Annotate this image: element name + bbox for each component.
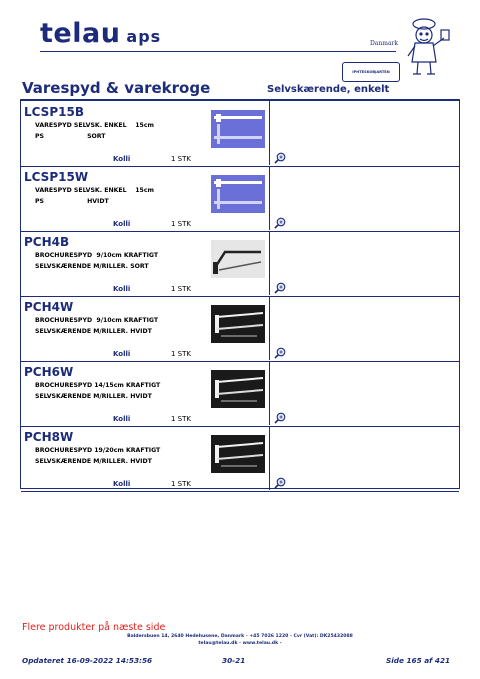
product-row [21,101,459,167]
footer-address: Baldersbuen 14, 2640 Hedehusene, Danmark - +45 7026 1220 - Cvr (Vat): DK25432088 [127,634,353,639]
kolli-label: Kolli [113,155,131,163]
kolli-quantity: 1 STK [171,220,191,228]
footer-updated: Opdateret 16-09-2022 14:53:56 [22,656,153,665]
row-divider [269,361,270,425]
product-code: LCSP15B [24,105,84,119]
footer-page-number: Side 165 af 421 [386,656,451,665]
zoom-icon[interactable] [274,279,286,291]
kolli-label: Kolli [113,220,131,228]
kolli-quantity: 1 STK [171,350,191,358]
kolli-quantity: 1 STK [171,415,191,423]
kolli-quantity: 1 STK [171,480,191,488]
product-list [20,101,460,489]
product-image [211,240,265,278]
logo-main-text: telau [40,18,121,49]
product-description-line1: BROCHURESPYD 19/20cm KRAFTIGT [35,447,161,454]
page-subtitle: Selvskærende, enkelt [267,84,390,95]
kolli-label: Kolli [113,480,131,488]
mascot-icon [404,16,452,80]
row-divider [269,426,270,490]
kolli-label: Kolli [113,285,131,293]
product-code: PCH6W [24,365,74,379]
product-code: PCH8W [24,430,74,444]
zoom-icon[interactable] [274,149,286,161]
zoom-icon[interactable] [274,344,286,356]
product-description-line2: SELVSKÆRENDE M/RILLER. HVIDT [35,328,152,335]
product-row [21,166,459,232]
product-row [21,231,459,297]
zoom-icon[interactable] [274,474,286,486]
product-image [211,305,265,343]
product-image [211,175,265,213]
product-description-line2: SELVSKÆRENDE M/RILLER. SORT [35,263,149,270]
row-divider [269,296,270,360]
product-description-line1: BROCHURESPYD 9/10cm KRAFTIGT [35,252,159,259]
product-code: PCH4W [24,300,74,314]
company-logo [40,18,161,49]
product-description-line2: PS SORT [35,133,106,140]
row-divider [269,166,270,230]
zoom-icon[interactable] [274,409,286,421]
product-row [21,296,459,362]
product-description-line1: VARESPYD SELVSK. ENKEL 15cm [35,122,154,129]
product-image [211,370,265,408]
row-divider [269,231,270,295]
product-row [21,361,459,427]
product-description-line1: BROCHURESPYD 14/15cm KRAFTIGT [35,382,161,389]
product-description-line1: BROCHURESPYD 9/10cm KRAFTIGT [35,317,159,324]
product-image [211,110,265,148]
product-code: LCSP15W [24,170,89,184]
product-description-line1: VARESPYD SELVSK. ENKEL 15cm [35,187,154,194]
kolli-quantity: 1 STK [171,285,191,293]
product-description-line2: SELVSKÆRENDE M/RILLER. HVIDT [35,458,152,465]
more-products-note: Flere produkter på næste side [22,622,166,633]
zoom-icon[interactable] [274,214,286,226]
product-description-line2: PS HVIDT [35,198,109,205]
product-description-line2: SELVSKÆRENDE M/RILLER. HVIDT [35,393,152,400]
footer-code: 30-21 [222,656,246,665]
row-divider [269,101,270,165]
kolli-quantity: 1 STK [171,155,191,163]
kolli-label: Kolli [113,350,131,358]
country-label: Danmark [370,40,399,47]
product-row [21,426,459,492]
interbadge-logo: IPHTESKOBJARTEN [342,62,400,82]
page-title: Varespyd & varekroge [22,79,211,97]
product-image [211,435,265,473]
logo-suffix-text: aps [126,27,162,46]
product-code: PCH4B [24,235,70,249]
kolli-label: Kolli [113,415,131,423]
footer-contact: telau@telau.dk - www.telau.dk - [198,641,282,646]
header-divider [40,51,396,52]
